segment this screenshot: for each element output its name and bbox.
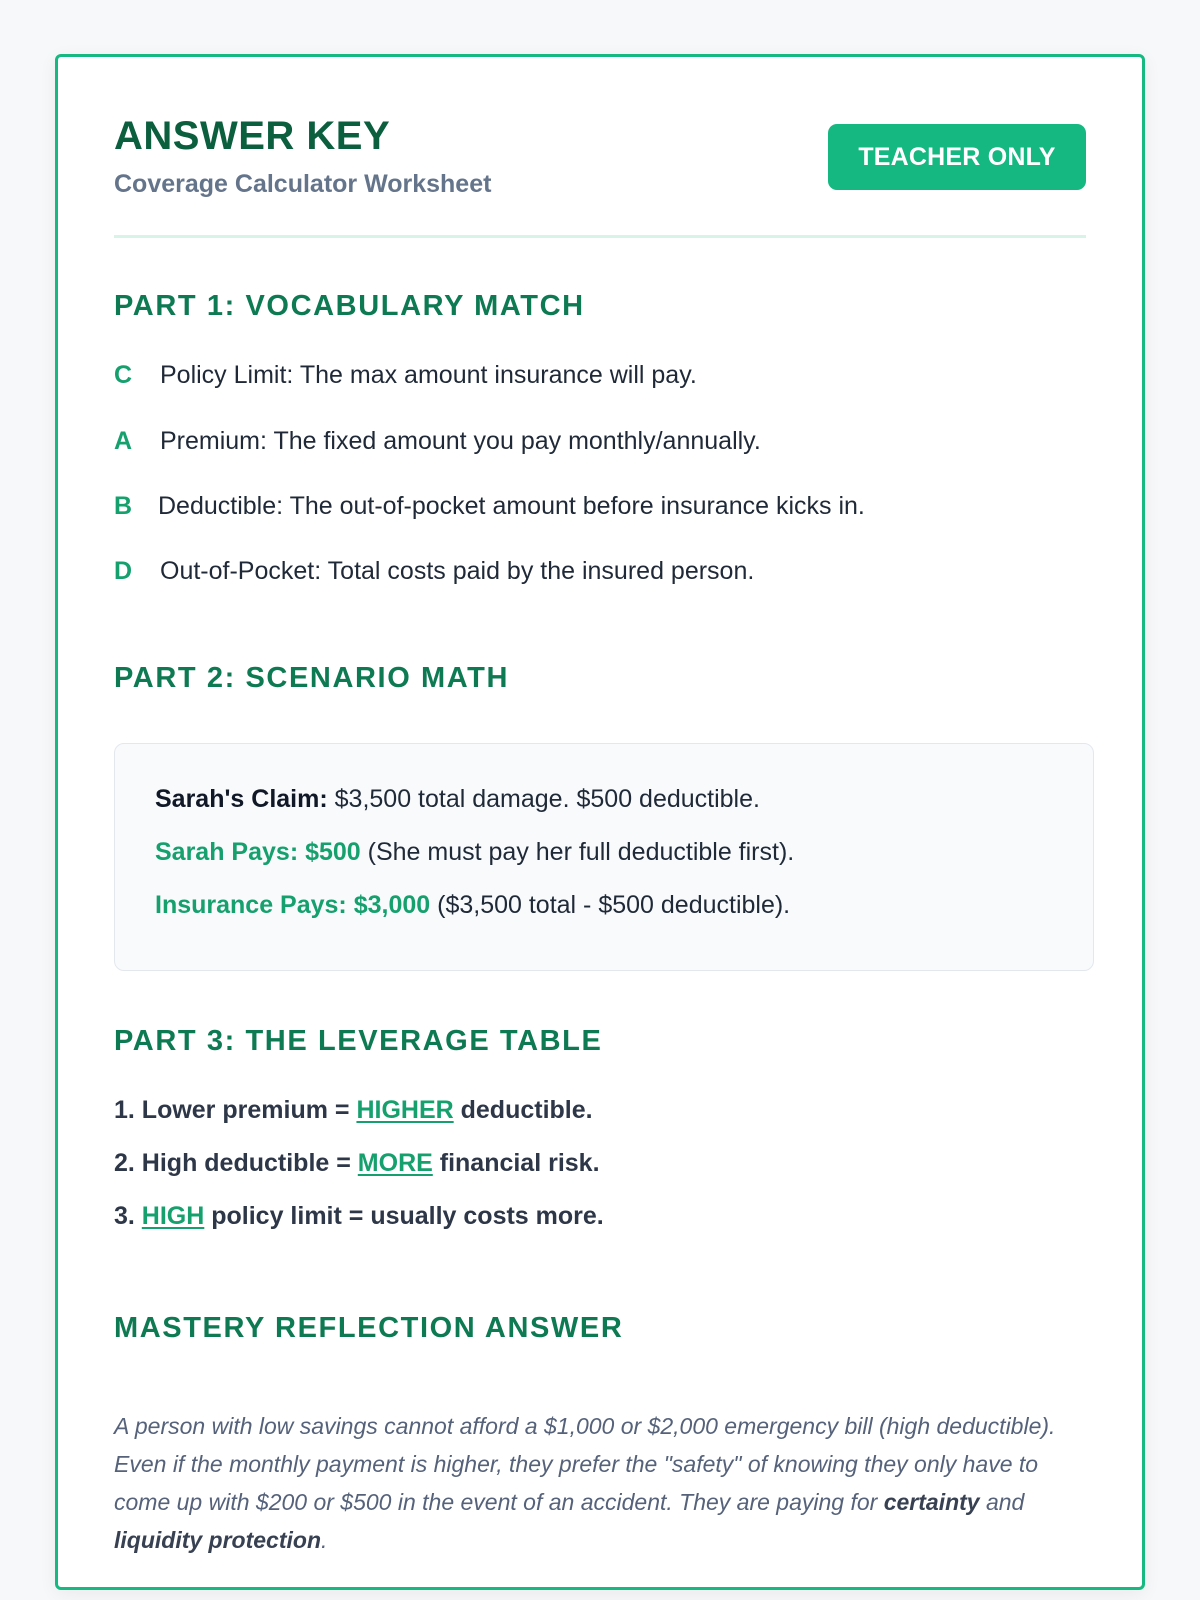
vocab-item <box>114 426 761 456</box>
reflection-text: and <box>979 1489 1025 1515</box>
part3-title: PART 3: THE LEVERAGE TABLE <box>114 1025 603 1057</box>
vocab-item <box>114 360 697 390</box>
vocab-answer-letter: C <box>114 361 133 389</box>
vocab-answer-letter: B <box>114 492 133 520</box>
vocab-definition: Deductible: The out-of-pocket amount before insurance kicks in. <box>158 492 865 520</box>
claim-text: $3,500 total damage. $500 deductible. <box>327 785 760 813</box>
part2-title: PART 2: SCENARIO MATH <box>114 662 510 694</box>
page-title: ANSWER KEY <box>114 114 391 158</box>
leverage-text: policy limit = usually costs more. <box>204 1202 604 1230</box>
reflection-answer <box>114 1407 1094 1559</box>
reflection-emphasis: liquidity protection <box>114 1527 321 1553</box>
vocab-definition: Policy Limit: The max amount insurance will pay. <box>160 361 697 389</box>
scenario-sarah-pays <box>155 837 1053 867</box>
claim-label: Sarah's Claim: <box>155 785 328 813</box>
leverage-row <box>114 1148 600 1178</box>
teacher-only-badge: TEACHER ONLY <box>828 124 1086 190</box>
sarah-pays-label: Sarah Pays: $500 <box>155 838 361 866</box>
vocab-item <box>114 556 754 586</box>
leverage-text: 1. Lower premium = <box>114 1096 357 1124</box>
leverage-text: 3. <box>114 1202 142 1230</box>
insurance-pays-label: Insurance Pays: $3,000 <box>155 891 431 919</box>
reflection-emphasis: certainty <box>883 1489 980 1515</box>
vocab-definition: Premium: The fixed amount you pay monthly/annually. <box>160 427 761 455</box>
leverage-row <box>114 1095 593 1125</box>
insurance-pays-text: ($3,500 total - $500 deductible). <box>430 891 791 919</box>
sarah-pays-text: (She must pay her full deductible first). <box>360 838 795 866</box>
scenario-claim <box>155 784 1053 814</box>
answer-key-card <box>55 54 1145 1590</box>
vocab-answer-letter: A <box>114 427 133 455</box>
leverage-answer: MORE <box>357 1149 433 1177</box>
leverage-text: deductible. <box>453 1096 593 1124</box>
leverage-text: financial risk. <box>432 1149 600 1177</box>
scenario-insurance-pays <box>155 890 1053 920</box>
reflection-text: . <box>321 1527 328 1553</box>
reflection-text: A person with low savings cannot afford a $1,000 or $2,000 emergency bill (high deductible). Even if the monthly payment is higher, they prefer the "safety" of knowing they only have to come up with $200 or $500 in the event of an accident. They are paying for <box>114 1413 1056 1515</box>
header <box>114 57 1086 238</box>
leverage-text: 2. High deductible = <box>114 1149 358 1177</box>
leverage-answer: HIGH <box>141 1202 205 1230</box>
vocab-item <box>114 491 865 521</box>
scenario-box <box>114 743 1094 971</box>
vocab-definition: Out-of-Pocket: Total costs paid by the insured person. <box>160 557 755 585</box>
part1-title: PART 1: VOCABULARY MATCH <box>114 290 585 322</box>
leverage-answer: HIGHER <box>356 1096 454 1124</box>
reflection-title: MASTERY REFLECTION ANSWER <box>114 1312 624 1344</box>
page-subtitle: Coverage Calculator Worksheet <box>114 170 492 198</box>
vocab-answer-letter: D <box>114 557 133 585</box>
leverage-row <box>114 1201 604 1231</box>
